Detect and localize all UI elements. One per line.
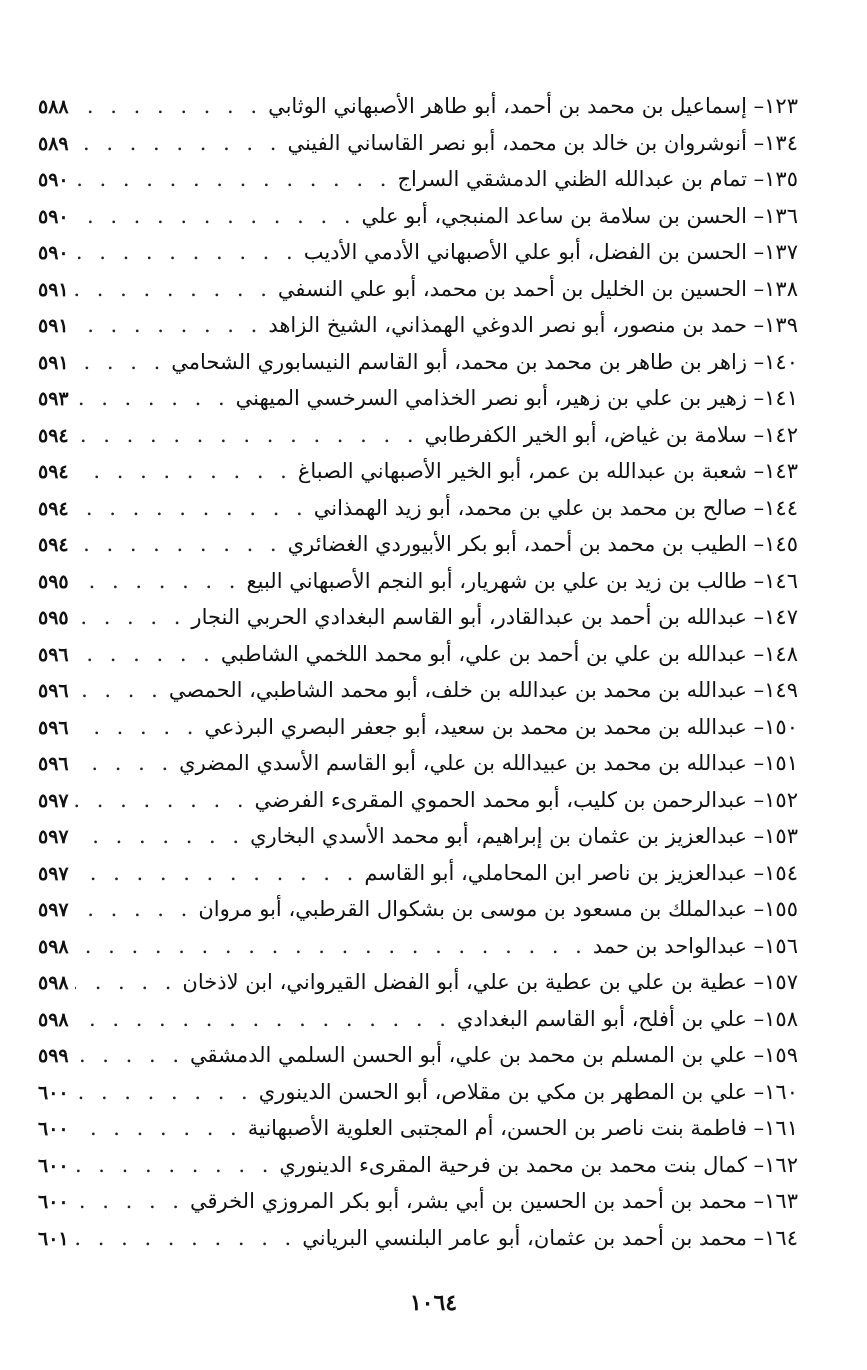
dot-leader xyxy=(75,234,298,271)
dot-leader xyxy=(75,818,244,855)
dot-leader xyxy=(75,709,199,746)
entry-page-number: ٥٩٤ xyxy=(38,424,69,447)
entry-page-number: ٥٩٨ xyxy=(38,1008,69,1031)
entry-title: ١٥٢– عبدالرحمن بن كليب، أبو محمد الحموي المقرىء الفرضي xyxy=(254,787,798,812)
dot-leader xyxy=(75,672,163,709)
toc-entry xyxy=(38,490,798,527)
entry-page-number: ٥٩٨ xyxy=(38,972,69,994)
toc-entry xyxy=(38,928,798,965)
dot-leader xyxy=(75,198,356,235)
toc-entry xyxy=(38,1183,798,1220)
entry-title: ١٢٣– إسماعيل بن محمد بن أحمد، أبو طاهر الأصبهاني الوثابي xyxy=(268,94,798,118)
entry-title: ١٦٢– كمال بنت محمد بن محمد بن فرحية المقرىء الدينوري xyxy=(279,1152,798,1177)
entry-title: ١٣٤– أنوشروان بن خالد بن محمد، أبو نصر القاساني الفيني xyxy=(287,130,798,155)
entry-page-number: ٥٩٦ xyxy=(38,716,69,739)
toc-entry xyxy=(38,563,798,600)
dot-leader xyxy=(75,928,587,965)
toc-entry xyxy=(38,636,798,673)
entry-title: ١٥٤– عبدالعزيز بن ناصر ابن المحاملي، أبو القاسم xyxy=(364,860,798,885)
toc-entry xyxy=(38,526,798,563)
entry-title: ١٤١– زهير بن علي بن زهير، أبو نصر الخذامي السرخسي الميهني xyxy=(235,386,798,410)
entry-title: ١٣٧– الحسن بن الفضل، أبو علي الأصبهاني الأدمي الأديب xyxy=(303,240,798,264)
entry-title: ١٥٧– عطية بن علي بن عطية بن علي، أبو الفضل القيرواني، ابن لاذخان xyxy=(182,970,798,994)
entry-title: ١٤٩– عبدالله بن محمد بن عبدالله بن خلف، أبو محمد الشاطبي، الحمصي xyxy=(168,678,798,702)
dot-leader xyxy=(75,380,230,417)
page-number: ١٠٦٤ xyxy=(409,1290,458,1316)
entry-page-number: ٥٩١ xyxy=(38,315,69,337)
entry-page-number: ٥٩٦ xyxy=(38,680,69,702)
dot-leader xyxy=(75,1147,274,1184)
entry-title: ١٥٦– عبدالواحد بن حمد xyxy=(592,933,798,958)
entry-page-number: ٥٩٤ xyxy=(38,461,69,483)
dot-leader xyxy=(75,490,308,527)
dot-leader xyxy=(75,891,193,928)
toc-entry xyxy=(38,234,798,271)
toc-entry xyxy=(38,161,798,198)
entry-page-number: ٥٩٤ xyxy=(38,534,69,556)
entry-page-number: ٦٠٠ xyxy=(38,1191,69,1213)
entry-page-number: ٦٠٠ xyxy=(38,1118,69,1140)
entry-page-number: ٥٩٧ xyxy=(38,826,69,848)
toc-entry xyxy=(38,344,798,381)
entry-page-number: ٥٩٥ xyxy=(38,607,69,629)
toc-entry xyxy=(38,380,798,417)
toc-entry xyxy=(38,88,798,125)
toc-entry xyxy=(38,1147,798,1184)
toc-entry xyxy=(38,818,798,855)
dot-leader xyxy=(75,307,263,344)
entry-title: ١٤٣– شعبة بن عبدالله بن عمر، أبو الخير الأصبهاني الصباغ xyxy=(297,459,798,483)
dot-leader xyxy=(75,417,419,454)
entry-title: ١٦٣– محمد بن أحمد بن الحسين بن أبي بشر، أبو بكر المروزي الخرقي xyxy=(189,1189,798,1213)
toc-entry xyxy=(38,964,798,1001)
entry-title: ١٤٢– سلامة بن غياض، أبو الخير الكفرطابي xyxy=(424,422,798,447)
entry-page-number: ٥٩٠ xyxy=(38,169,69,191)
toc-entry xyxy=(38,198,798,235)
toc-entry xyxy=(38,782,798,819)
dot-leader xyxy=(75,855,359,892)
entry-page-number: ٥٩٧ xyxy=(38,789,69,812)
dot-leader xyxy=(75,1220,297,1257)
dot-leader xyxy=(75,1074,253,1111)
entry-page-number: ٥٩٦ xyxy=(38,753,69,775)
toc-entry xyxy=(38,1037,798,1074)
toc-entry xyxy=(38,453,798,490)
toc-entry xyxy=(38,891,798,928)
toc-entry xyxy=(38,855,798,892)
dot-leader xyxy=(75,88,262,125)
table-of-contents xyxy=(38,88,798,1256)
dot-leader xyxy=(75,782,249,819)
toc-entry xyxy=(38,1110,798,1147)
toc-entry xyxy=(38,417,798,454)
dot-leader xyxy=(75,1001,451,1038)
toc-entry xyxy=(38,672,798,709)
entry-page-number: ٥٩٥ xyxy=(38,570,69,593)
dot-leader xyxy=(75,636,215,673)
entry-page-number: ٥٩٠ xyxy=(38,242,69,264)
entry-page-number: ٦٠٠ xyxy=(38,1154,69,1177)
dot-leader xyxy=(75,526,282,563)
entry-title: ١٦٤– محمد بن أحمد بن عثمان، أبو عامر البلنسي البرياني xyxy=(302,1225,798,1250)
entry-page-number: ٥٩٠ xyxy=(38,205,69,228)
toc-entry xyxy=(38,599,798,636)
entry-page-number: ٥٩١ xyxy=(38,278,69,301)
entry-page-number: ٥٨٩ xyxy=(38,132,69,155)
dot-leader xyxy=(75,964,177,1001)
entry-title: ١٤٦– طالب بن زيد بن علي بن شهريار، أبو النجم الأصبهاني البيع xyxy=(246,568,798,593)
entry-title: ١٥٨– علي بن أفلح، أبو القاسم البغدادي xyxy=(456,1006,798,1031)
dot-leader xyxy=(75,453,292,490)
dot-leader xyxy=(75,1037,184,1074)
toc-entry xyxy=(38,1074,798,1111)
dot-leader xyxy=(75,599,186,636)
entry-title: ١٤٠– زاهر بن طاهر بن محمد بن محمد، أبو القاسم النيسابوري الشحامي xyxy=(171,349,798,374)
dot-leader xyxy=(75,745,174,782)
toc-entry xyxy=(38,271,798,308)
entry-page-number: ٥٩٧ xyxy=(38,862,69,885)
entry-page-number: ٥٩٩ xyxy=(38,1045,69,1067)
entry-page-number: ٥٩٣ xyxy=(38,388,69,410)
toc-entry xyxy=(38,1001,798,1038)
entry-title: ١٤٤– صالح بن محمد بن علي بن محمد، أبو زيد الهمذاني xyxy=(313,495,798,520)
entry-title: ١٥٠– عبدالله بن محمد بن محمد بن سعيد، أبو جعفر البصري البرذعي xyxy=(204,714,798,739)
entry-page-number: ٥٩١ xyxy=(38,351,69,374)
entry-title: ١٤٥– الطيب بن محمد بن أحمد، أبو بكر الأبيوردي الغضائري xyxy=(287,532,798,556)
entry-title: ١٣٨– الحسين بن الخليل بن أحمد بن محمد، أبو علي النسفي xyxy=(277,276,798,301)
entry-title: ١٤٨– عبدالله بن علي بن أحمد بن علي، أبو محمد اللخمي الشاطبي xyxy=(220,641,798,666)
toc-entry xyxy=(38,709,798,746)
toc-entry xyxy=(38,1220,798,1257)
dot-leader xyxy=(75,1110,242,1147)
dot-leader xyxy=(75,563,241,600)
toc-entry xyxy=(38,745,798,782)
dot-leader xyxy=(75,344,166,381)
dot-leader xyxy=(75,161,392,198)
entry-title: ١٥٣– عبدالعزيز بن عثمان بن إبراهيم، أبو محمد الأسدي البخاري xyxy=(250,824,798,848)
entry-title: ١٥٩– علي بن المسلم بن محمد بن علي، أبو الحسن السلمي الدمشقي xyxy=(190,1043,798,1067)
entry-page-number: ٥٩٦ xyxy=(38,643,69,666)
entry-title: ١٥٥– عبدالملك بن مسعود بن موسى بن بشكوال القرطبي، أبو مروان xyxy=(198,897,798,921)
entry-page-number: ٥٩٨ xyxy=(38,935,69,958)
toc-entry xyxy=(38,125,798,162)
entry-title: ١٣٥– تمام بن عبدالله الظني الدمشقي السراج xyxy=(397,167,798,191)
dot-leader xyxy=(75,271,272,308)
entry-page-number: ٥٩٤ xyxy=(38,497,69,520)
entry-page-number: ٦٠٠ xyxy=(38,1081,69,1104)
entry-title: ١٦١– فاطمة بنت ناصر بن الحسن، أم المجتبى العلوية الأصبهانية xyxy=(247,1116,798,1140)
entry-page-number: ٥٨٨ xyxy=(38,96,69,118)
dot-leader xyxy=(75,125,282,162)
entry-title: ١٦٠– علي بن المطهر بن مكي بن مقلاص، أبو الحسن الدينوري xyxy=(258,1079,798,1104)
entry-page-number: ٥٩٧ xyxy=(38,899,69,921)
entry-title: ١٣٩– حمد بن منصور، أبو نصر الدوغي الهمذاني، الشيخ الزاهد xyxy=(268,313,798,337)
entry-title: ١٣٦– الحسن بن سلامة بن ساعد المنبجي، أبو علي xyxy=(361,203,798,228)
dot-leader xyxy=(75,1183,184,1220)
entry-page-number: ٦٠١ xyxy=(38,1227,69,1250)
entry-title: ١٤٧– عبدالله بن أحمد بن عبدالقادر، أبو القاسم البغدادي الحربي النجار xyxy=(191,605,798,629)
entry-title: ١٥١– عبدالله بن محمد بن عبيدالله بن علي، أبو القاسم الأسدي المضري xyxy=(179,751,798,775)
toc-entry xyxy=(38,307,798,344)
